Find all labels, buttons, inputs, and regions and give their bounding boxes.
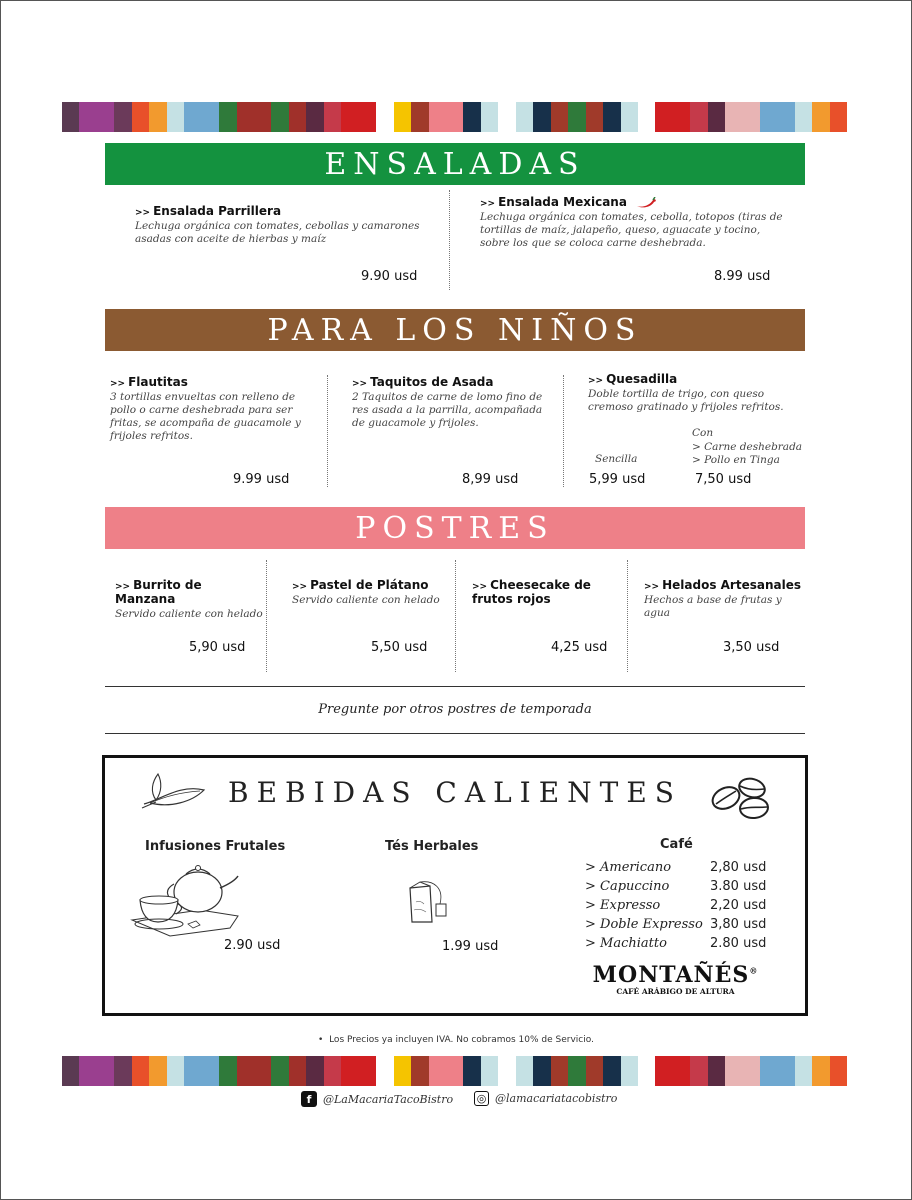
- facebook-icon: f: [301, 1091, 317, 1107]
- item-price: 1.99 usd: [442, 939, 499, 954]
- stripe-segment: [673, 102, 690, 132]
- stripe-segment: [533, 1056, 550, 1086]
- stripe-segment: [830, 102, 847, 132]
- stripe-segment: [446, 102, 463, 132]
- stripe-segment: [568, 102, 585, 132]
- item-description: 3 tortillas envueltas con relleno de pollo o carne deshebrada para ser fritas, se acompaña de guacamole y frijoles refritos.: [110, 391, 301, 442]
- stripe-segment: [481, 102, 498, 132]
- stripe-segment: [219, 102, 236, 132]
- arrow-icon: >>: [110, 379, 126, 389]
- stripe-segment: [359, 1056, 376, 1086]
- facebook-handle: @LaMacariaTacoBistro: [323, 1092, 454, 1106]
- stripe-segment: [306, 1056, 323, 1086]
- arrow-icon: >>: [644, 582, 660, 592]
- stripe-segment: [132, 102, 149, 132]
- stripe-segment: [498, 1056, 515, 1086]
- stripe-segment: [708, 102, 725, 132]
- item-price: 2.80 usd: [710, 936, 767, 951]
- stripe-segment: [149, 1056, 166, 1086]
- item-description: Lechuga orgánica con tomates, cebolla, totopos (tiras de tortillas de maíz, jalapeño, queso, aguacate y tocino, sobre los que se coloca carne deshebrada.: [480, 211, 783, 249]
- stripe-segment: [376, 1056, 393, 1086]
- option-label: Sencilla: [595, 453, 638, 465]
- menu-item: [115, 578, 265, 621]
- column-heading: Infusiones Frutales: [145, 839, 286, 854]
- item-price: 3,50 usd: [723, 640, 780, 655]
- item-name: > Americano: [585, 860, 672, 875]
- stripe-segment: [812, 1056, 829, 1086]
- arrow-icon: >>: [135, 208, 151, 218]
- bullet-icon: •: [318, 1035, 324, 1045]
- list-item: [585, 898, 775, 913]
- menu-item: [644, 578, 804, 620]
- stripe-segment: [655, 102, 672, 132]
- section-title: BEBIDAS CALIENTES: [228, 776, 682, 809]
- column-heading: Café: [660, 837, 693, 852]
- item-name: Helados Artesanales: [662, 578, 801, 592]
- stripe-segment: [184, 102, 201, 132]
- item-price: 5,99 usd: [589, 472, 646, 487]
- coffee-beans-icon: [708, 776, 776, 822]
- stripe-segment: [638, 1056, 655, 1086]
- instagram-handle: @lamacariatacobistro: [495, 1092, 618, 1105]
- column-heading: Tés Herbales: [385, 839, 479, 854]
- dotted-divider: [266, 560, 267, 672]
- brand-logo: [588, 962, 763, 996]
- footer-note: [0, 1035, 912, 1045]
- stripe-segment: [324, 1056, 341, 1086]
- item-description: Servido caliente con helado: [292, 594, 440, 606]
- item-description: Doble tortilla de trigo, con queso cremoso gratinado y frijoles refritos.: [588, 388, 784, 413]
- stripe-segment: [812, 102, 829, 132]
- color-stripe-bottom: [62, 1056, 848, 1086]
- menu-item: [472, 578, 612, 606]
- stripe-segment: [219, 1056, 236, 1086]
- stripe-segment: [690, 102, 707, 132]
- dotted-divider: [327, 375, 328, 487]
- section-banner-ensaladas: [105, 143, 805, 185]
- item-name: > Expresso: [585, 898, 661, 913]
- section-banner-ninos: [105, 309, 805, 351]
- stripe-segment: [341, 102, 358, 132]
- stripe-segment: [149, 102, 166, 132]
- facebook-link[interactable]: [301, 1091, 453, 1107]
- item-price: 7,50 usd: [695, 472, 752, 487]
- menu-item: [352, 375, 547, 430]
- item-name: Pastel de Plátano: [310, 578, 429, 592]
- arrow-icon: >>: [115, 582, 131, 592]
- stripe-segment: [97, 102, 114, 132]
- stripe-segment: [778, 102, 795, 132]
- dotted-divider: [455, 560, 456, 672]
- item-price: 2,80 usd: [710, 860, 767, 875]
- chili-pepper-icon: [635, 197, 657, 209]
- stripe-segment: [411, 1056, 428, 1086]
- arrow-icon: >>: [352, 379, 368, 389]
- item-price: 2.90 usd: [224, 938, 281, 953]
- item-name: Ensalada Mexicana: [498, 195, 627, 209]
- item-name: > Capuccino: [585, 879, 670, 894]
- item-price: 8.99 usd: [714, 269, 771, 284]
- stripe-segment: [463, 102, 480, 132]
- stripe-segment: [341, 1056, 358, 1086]
- menu-item: [292, 578, 447, 607]
- item-price: 9.99 usd: [233, 472, 290, 487]
- brand-name: MONTAÑÉS: [592, 962, 750, 988]
- stripe-segment: [254, 102, 271, 132]
- stripe-segment: [830, 1056, 847, 1086]
- stripe-segment: [760, 102, 777, 132]
- item-price: 3,80 usd: [710, 917, 767, 932]
- item-price: 2,20 usd: [710, 898, 767, 913]
- list-item: [585, 936, 775, 951]
- stripe-segment: [725, 102, 742, 132]
- item-description: 2 Taquitos de carne de lomo fino de res asada a la parrilla, acompañada de guacamole y frijoles.: [352, 391, 543, 429]
- item-name: Burrito de Manzana: [115, 578, 202, 606]
- item-name: Taquitos de Asada: [370, 375, 494, 389]
- stripe-segment: [638, 102, 655, 132]
- stripe-segment: [62, 102, 79, 132]
- section-title: ENSALADAS: [324, 146, 586, 182]
- stripe-segment: [132, 1056, 149, 1086]
- stripe-segment: [795, 102, 812, 132]
- stripe-segment: [673, 1056, 690, 1086]
- stripe-segment: [533, 102, 550, 132]
- item-description: Servido caliente con helado: [115, 608, 263, 620]
- menu-item: [135, 204, 435, 246]
- item-price: 9.90 usd: [361, 269, 418, 284]
- stripe-segment: [202, 1056, 219, 1086]
- stripe-segment: [114, 102, 131, 132]
- item-name: > Doble Expresso: [585, 917, 703, 932]
- stripe-segment: [237, 1056, 254, 1086]
- option-item: > Pollo en Tinga: [692, 454, 780, 466]
- stripe-segment: [655, 1056, 672, 1086]
- tea-bag-icon: [404, 878, 454, 928]
- stripe-segment: [167, 102, 184, 132]
- stripe-segment: [289, 102, 306, 132]
- item-name: Flautitas: [128, 375, 188, 389]
- stripe-segment: [725, 1056, 742, 1086]
- list-item: [585, 879, 775, 894]
- stripe-segment: [114, 1056, 131, 1086]
- stripe-segment: [516, 1056, 533, 1086]
- stripe-segment: [394, 102, 411, 132]
- stripe-segment: [429, 102, 446, 132]
- divider-line: [105, 733, 805, 734]
- stripe-segment: [79, 1056, 96, 1086]
- option-item: > Carne deshebrada: [692, 440, 803, 453]
- stripe-segment: [324, 102, 341, 132]
- stripe-segment: [586, 102, 603, 132]
- item-description: Lechuga orgánica con tomates, cebollas y camarones asadas con aceite de hierbas y maíz: [135, 220, 420, 245]
- menu-item: [588, 372, 798, 414]
- stripe-segment: [306, 102, 323, 132]
- item-name: frutos rojos: [472, 592, 551, 606]
- list-item: [585, 860, 775, 875]
- instagram-icon: ◎: [474, 1091, 489, 1106]
- stripe-segment: [289, 1056, 306, 1086]
- divider-line: [105, 686, 805, 687]
- stripe-segment: [621, 1056, 638, 1086]
- section-title: POSTRES: [355, 510, 555, 546]
- stripe-segment: [760, 1056, 777, 1086]
- dotted-divider: [449, 190, 450, 290]
- stripe-segment: [795, 1056, 812, 1086]
- stripe-segment: [708, 1056, 725, 1086]
- section-title: PARA LOS NIÑOS: [267, 312, 643, 348]
- arrow-icon: >>: [472, 582, 488, 592]
- arrow-icon: >>: [292, 582, 308, 592]
- item-description: Hechos a base de frutas y agua: [644, 594, 782, 619]
- stripe-segment: [568, 1056, 585, 1086]
- menu-item: [480, 195, 785, 250]
- instagram-link[interactable]: [474, 1091, 617, 1106]
- list-item: [585, 917, 775, 932]
- item-price: 8,99 usd: [462, 472, 519, 487]
- option-label: Con: [692, 427, 714, 439]
- color-stripe-top: [62, 102, 848, 132]
- arrow-icon: >>: [480, 199, 496, 209]
- stripe-segment: [743, 102, 760, 132]
- stripe-segment: [254, 1056, 271, 1086]
- stripe-segment: [429, 1056, 446, 1086]
- stripe-segment: [621, 102, 638, 132]
- stripe-segment: [690, 1056, 707, 1086]
- seasonal-note: Pregunte por otros postres de temporada: [318, 702, 592, 717]
- section-banner-postres: [105, 507, 805, 549]
- stripe-segment: [237, 102, 254, 132]
- stripe-segment: [411, 102, 428, 132]
- arrow-icon: >>: [588, 376, 604, 386]
- stripe-segment: [167, 1056, 184, 1086]
- stripe-segment: [551, 102, 568, 132]
- stripe-segment: [551, 1056, 568, 1086]
- stripe-segment: [446, 1056, 463, 1086]
- stripe-segment: [271, 1056, 288, 1086]
- stripe-segment: [394, 1056, 411, 1086]
- option-list: [692, 427, 802, 468]
- stripe-segment: [271, 102, 288, 132]
- stripe-segment: [202, 102, 219, 132]
- stripe-segment: [603, 1056, 620, 1086]
- stripe-segment: [184, 1056, 201, 1086]
- registered-mark: ®: [749, 965, 759, 976]
- item-price: 3.80 usd: [710, 879, 767, 894]
- stripe-segment: [516, 102, 533, 132]
- dotted-divider: [627, 560, 628, 672]
- item-price: 4,25 usd: [551, 640, 608, 655]
- stripe-segment: [778, 1056, 795, 1086]
- stripe-segment: [498, 102, 515, 132]
- stripe-segment: [481, 1056, 498, 1086]
- item-name: Cheesecake de: [490, 578, 591, 592]
- stripe-segment: [603, 102, 620, 132]
- stripe-segment: [79, 102, 96, 132]
- stripe-segment: [743, 1056, 760, 1086]
- stripe-segment: [62, 1056, 79, 1086]
- item-name: Quesadilla: [606, 372, 678, 386]
- item-price: 5,50 usd: [371, 640, 428, 655]
- dotted-divider: [563, 375, 564, 487]
- tax-note: Los Precios ya incluyen IVA. No cobramos 10% de Servicio.: [329, 1035, 594, 1045]
- stripe-segment: [463, 1056, 480, 1086]
- stripe-segment: [376, 102, 393, 132]
- stripe-segment: [586, 1056, 603, 1086]
- teapot-cup-icon: [130, 862, 242, 937]
- item-name: Ensalada Parrillera: [153, 204, 282, 218]
- brand-tagline: CAFÉ ARÁBIGO DE ALTURA: [616, 987, 735, 996]
- item-price: 5,90 usd: [189, 640, 246, 655]
- stripe-segment: [359, 102, 376, 132]
- item-name: > Machiatto: [585, 936, 667, 951]
- stripe-segment: [97, 1056, 114, 1086]
- menu-item: [110, 375, 320, 443]
